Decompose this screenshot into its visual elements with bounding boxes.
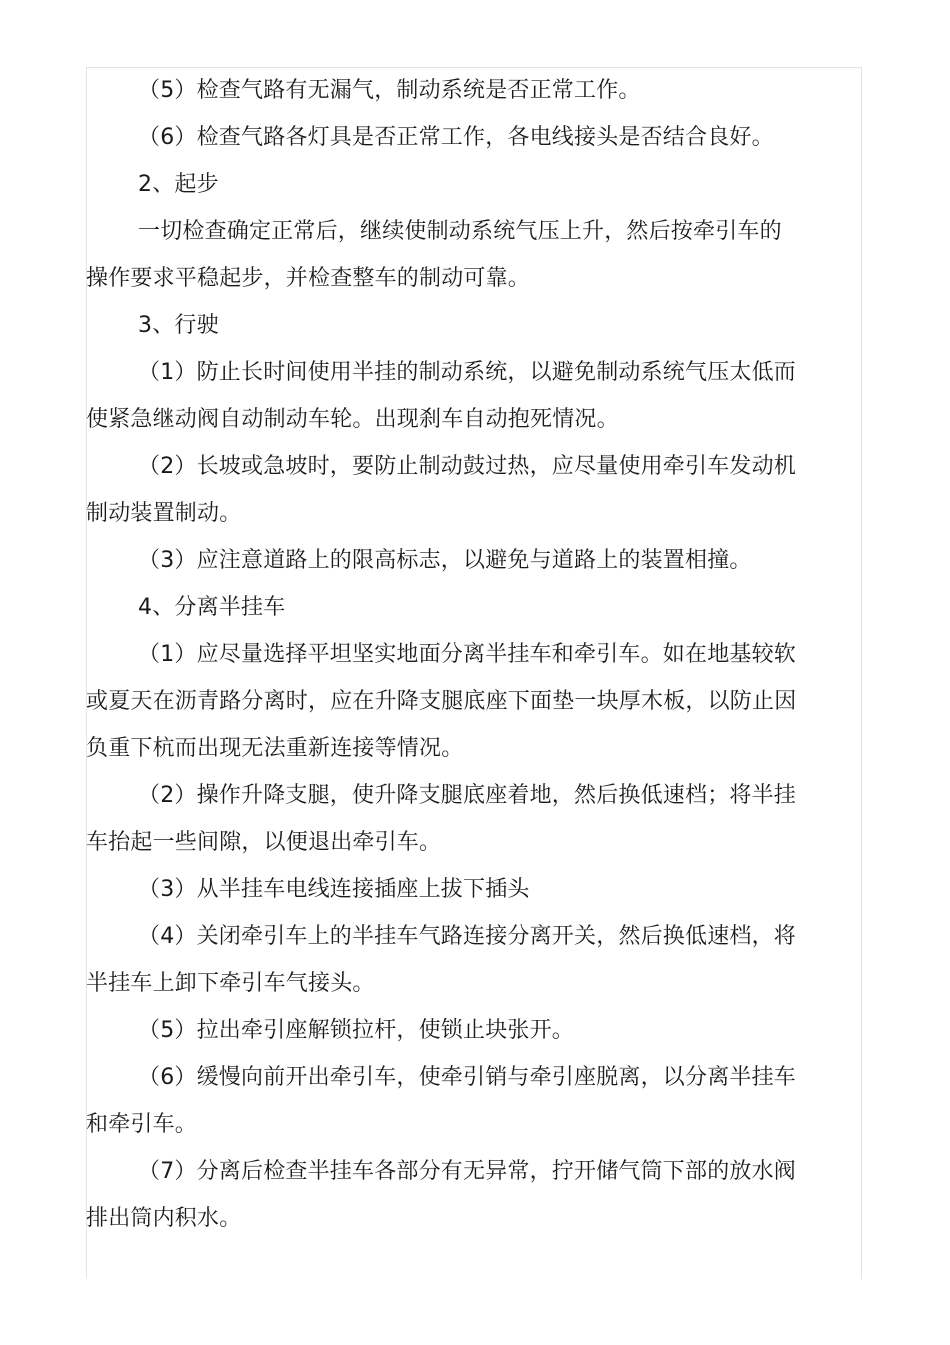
paragraph-separate-3: （3）从半挂车电线连接插座上拔下插头 (138, 877, 530, 902)
paragraph-separate-5: （5）拉出牵引座解锁拉杆，使锁止块张开。 (138, 1018, 574, 1043)
document-body (86, 67, 798, 1242)
paragraph-separate-2: （2）操作升降支腿，使升降支腿底座着地，然后换低速档；将半挂车抬起一些间隙，以便退出牵引车。 (86, 783, 796, 855)
paragraph-driving-1: （1）防止长时间使用半挂的制动系统，以避免制动系统气压太低而使紧急继动阀自动制动车轮。出现刹车自动抱死情况。 (86, 360, 796, 432)
paragraph-check-air-leak: （5）检查气路有无漏气，制动系统是否正常工作。 (138, 78, 641, 103)
paragraph-separate-4: （4）关闭牵引车上的半挂车气路连接分离开关，然后换低速档，将半挂车上卸下牵引车气接头。 (86, 924, 796, 996)
paragraph-separate-1: （1）应尽量选择平坦坚实地面分离半挂车和牵引车。如在地基较软或夏天在沥青路分离时，应在升降支腿底座下面垫一块厚木板，以防止因负重下杭而出现无法重新连接等情况。 (86, 642, 797, 761)
section-heading-driving: 3、行驶 (138, 313, 219, 338)
paragraph-separate-6: （6）缓慢向前开出牵引车，使牵引销与牵引座脱离，以分离半挂车和牵引车。 (86, 1065, 796, 1137)
paragraph-separate-7: （7）分离后检查半挂车各部分有无异常，拧开储气筒下部的放水阀排出筒内积水。 (86, 1159, 796, 1231)
paragraph-start-procedure: 一切检查确定正常后，继续使制动系统气压上升，然后按牵引车的操作要求平稳起步，并检查整车的制动可靠。 (86, 219, 782, 291)
paragraph-driving-3: （3）应注意道路上的限高标志，以避免与道路上的装置相撞。 (138, 548, 752, 573)
section-heading-separate: 4、分离半挂车 (138, 595, 286, 620)
paragraph-check-lamps: （6）检查气路各灯具是否正常工作，各电线接头是否结合良好。 (138, 125, 774, 150)
section-heading-start: 2、起步 (138, 172, 219, 197)
paragraph-driving-2: （2）长坡或急坡时，要防止制动鼓过热，应尽量使用牵引车发动机制动装置制动。 (86, 454, 796, 526)
